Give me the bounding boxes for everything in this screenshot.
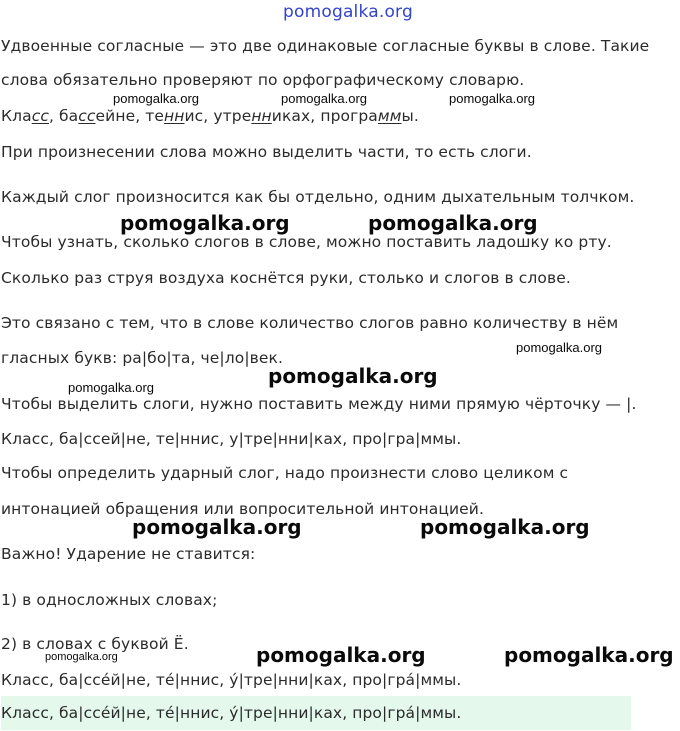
paragraph-double-consonants: Удвоенные согласные — это две одинаковые согласные буквы в слове. Такие: [1, 37, 650, 55]
paragraph-vowels: Это связано с тем, что в слове количество слогов равно количеству в нём: [1, 314, 619, 332]
watermark: pomogalka.org: [449, 91, 535, 106]
watermark: pomogalka.org: [504, 643, 674, 667]
paragraph-divider: Чтобы выделить слоги, нужно поставить между ними прямую чёрточку — |.: [1, 395, 637, 413]
list-item-yo: 2) в словах с буквой Ё.: [1, 635, 189, 653]
watermark: pomogalka.org: [120, 211, 290, 235]
paragraph-vowels-cont: гласных букв: ра|бо|та, че|ло|век.: [1, 349, 284, 367]
watermark: pomogalka.org: [68, 380, 154, 395]
example-text: ис, утре: [184, 107, 252, 125]
underlined-letters: мм: [377, 107, 402, 125]
paragraph-syllables: При произнесении слова можно выделить части, то есть слоги.: [1, 143, 532, 161]
example-text: ейне, те: [95, 107, 165, 125]
example-stress-highlighted: Класс, ба|ссе́й|не, те́|ннис, у́|тре|нни|ках, про|гра́|ммы.: [1, 696, 631, 730]
example-syllable-split: Класс, ба|ссей|не, те|ннис, у|тре|нни|ках, про|гра|ммы.: [1, 430, 462, 448]
watermark: pomogalka.org: [283, 2, 413, 22]
paragraph-air: Сколько раз струя воздуха коснётся руки, столько и слогов в слове.: [1, 269, 571, 287]
watermark: pomogalka.org: [420, 515, 590, 539]
example-double-consonants: [1, 106, 419, 126]
watermark: pomogalka.org: [113, 91, 199, 106]
watermark: pomogalka.org: [268, 364, 438, 388]
underlined-letters: нн: [251, 107, 272, 125]
paragraph-breath: Каждый слог произносится как бы отдельно, одним дыхательным толчком.: [1, 188, 635, 206]
list-item-monosyllabic: 1) в односложных словах;: [1, 591, 218, 609]
watermark: pomogalka.org: [368, 211, 538, 235]
example-text: иках, програ: [271, 107, 378, 125]
underlined-letters: нн: [164, 107, 185, 125]
underlined-letters: сс: [31, 107, 49, 125]
paragraph-important: Важно! Ударение не ставится:: [1, 545, 256, 563]
paragraph-stress: Чтобы определить ударный слог, надо произнести слово целиком с: [1, 464, 569, 482]
paragraph-palm: Чтобы узнать, сколько слогов в слове, можно поставить ладошку ко рту.: [1, 233, 612, 251]
paragraph-stress-cont: интонацией обращения или вопросительной интонацией.: [1, 500, 484, 518]
watermark: pomogalka.org: [256, 643, 426, 667]
watermark: pomogalka.org: [45, 651, 118, 663]
example-text: Кла: [1, 107, 32, 125]
example-text: , ба: [48, 107, 79, 125]
watermark: pomogalka.org: [281, 91, 367, 106]
underlined-letters: сс: [78, 107, 96, 125]
watermark: pomogalka.org: [132, 515, 302, 539]
example-text: ы.: [401, 107, 419, 125]
example-stress: Класс, ба|ссе́й|не, те́|ннис, у́|тре|нни|ках, про|гра́|ммы.: [1, 671, 462, 689]
paragraph-double-consonants-cont: слова обязательно проверяют по орфографическому словарю.: [1, 71, 525, 89]
watermark: pomogalka.org: [516, 340, 602, 355]
